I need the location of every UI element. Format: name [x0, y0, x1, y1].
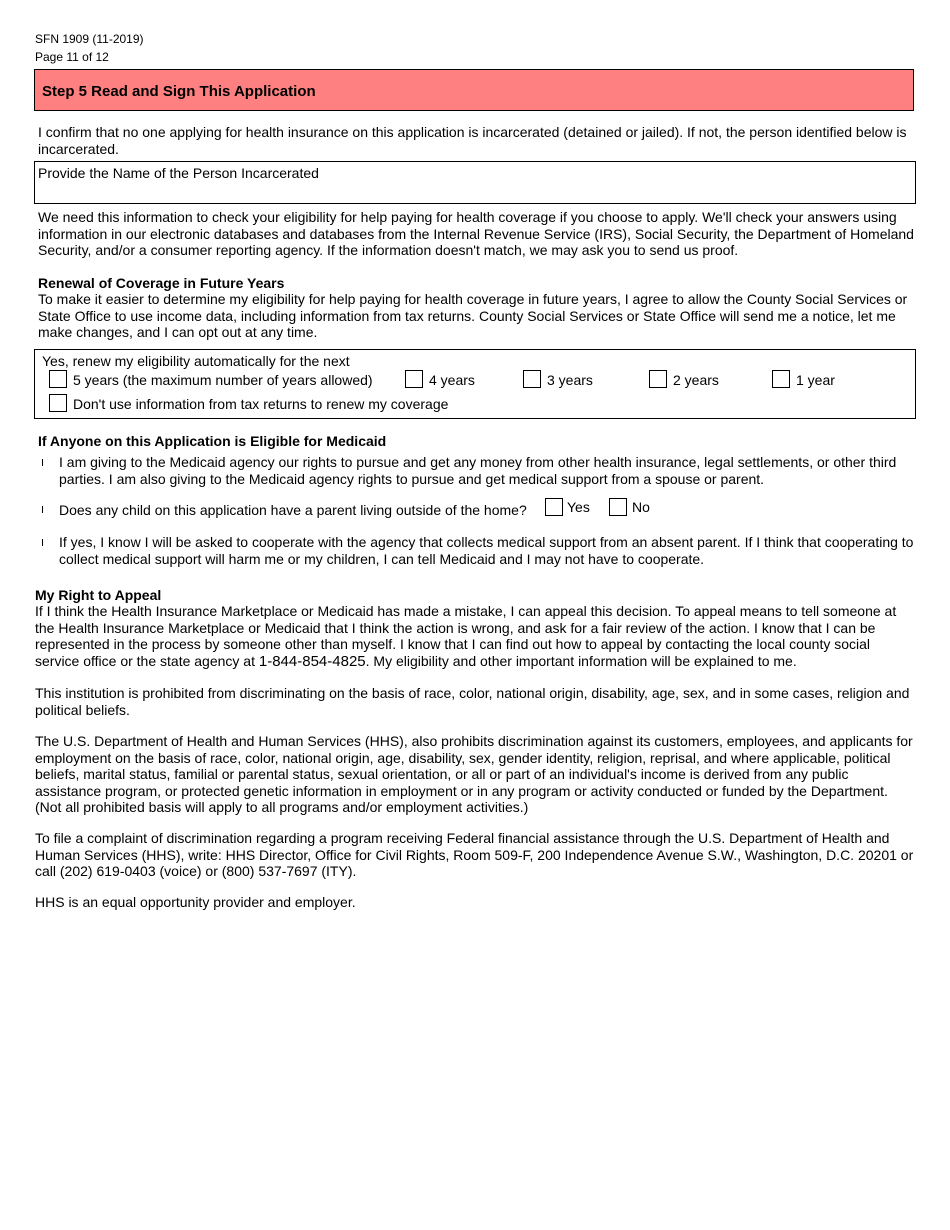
incarcerated-person-field[interactable]	[34, 161, 916, 204]
parent-outside-no-label: No	[632, 499, 650, 515]
renew-3-years-label: 3 years	[547, 372, 593, 388]
renewal-box-label: Yes, renew my eligibility automatically for the next	[42, 353, 350, 369]
appeal-text-after: . My eligibility and other important information will be explained to me.	[365, 652, 797, 669]
renew-2-years-checkbox[interactable]	[649, 370, 667, 388]
renew-5-years-checkbox[interactable]	[49, 370, 67, 388]
renewal-text: To make it easier to determine my eligibility for help paying for health coverage in future years, I agree to allow the County Social Services or State Office to use income data, including information from tax returns. County Social Services or State Office will send me a notice, let me make changes, and I can opt out at any time.	[38, 291, 908, 340]
page-number: Page 11 of 12	[35, 50, 109, 64]
eligibility-check-text: We need this information to check your eligibility for help paying for health coverage if you choose to apply. We'll check your answers using information in our electronic databases and databases from the Internal Revenue Service (IRS), Social Security, the Department of Homeland Security, and/or a consumer reporting agency. If the information doesn't match, we may ask you to send us proof.	[38, 209, 914, 258]
nondiscrimination-paragraph-1: This institution is prohibited from discriminating on the basis of race, color, national origin, disability, age, sex, and in some cases, religion and political beliefs.	[35, 685, 910, 718]
renew-2-years-label: 2 years	[673, 372, 719, 388]
renew-3-years-checkbox[interactable]	[523, 370, 541, 388]
parent-outside-home-question: Does any child on this application have a parent living outside of the home?	[59, 502, 527, 518]
renewal-options-box	[34, 349, 916, 419]
appeal-phone: 1-844-854-4825	[258, 652, 366, 670]
appeal-text	[35, 603, 913, 670]
parent-outside-yes-checkbox[interactable]	[545, 498, 563, 516]
renew-4-years-checkbox[interactable]	[405, 370, 423, 388]
medicaid-rights-item: I am giving to the Medicaid agency our rights to pursue and get any money from other health insurance, legal settlements, or other third parties. I am also giving to the Medicaid agency rights to pursue and get medical support from a spouse or parent.	[59, 454, 897, 487]
appeal-text-before: If I think the Health Insurance Marketplace or Medicaid has made a mistake, I can appeal this decision. To appeal means to tell someone at the Health Insurance Marketplace or Medicaid that I think the action is wrong, and ask for a fair review of the action. I know that I can be represented in the process by someone other than myself. I know that I can find out how to appeal by contacting the local county social service office or the state agency at	[35, 603, 897, 669]
equal-opportunity-statement: HHS is an equal opportunity provider and employer.	[35, 894, 356, 910]
nondiscrimination-paragraph-2: The U.S. Department of Health and Human Services (HHS), also prohibits discrimination against its customers, employees, and applicants for employment on the basis of race, color, national origin, age, disability, sex, gender identity, religion, reprisal, and where applicable, political beliefs, marital status, familial or parental status, sexual orientation, or all or part of an individual's income is derived from any public assistance program, or protected genetic information in employment or in any program or activity conducted or funded by the Department. (Not all prohibited basis will apply to all programs and/or employment activities.)	[35, 733, 913, 815]
renew-1-year-checkbox[interactable]	[772, 370, 790, 388]
step-banner	[34, 69, 914, 111]
renew-1-year-label: 1 year	[796, 372, 835, 388]
bullet-marker	[42, 459, 43, 466]
bullet-marker	[42, 539, 43, 546]
no-renewal-label: Don't use information from tax returns to renew my coverage	[73, 396, 449, 412]
complaint-paragraph: To file a complaint of discrimination regarding a program receiving Federal financial assistance through the U.S. Department of Health and Human Services (HHS), write: HHS Director, Office for Civil Rights, Room 509-F, 200 Independence Avenue S.W., Washington, D.C. 20201 or call (202) 619-0403 (voice) or (800) 537-7697 (ITY).	[35, 830, 914, 879]
no-renewal-checkbox[interactable]	[49, 394, 67, 412]
bullet-marker	[42, 506, 43, 513]
step-title: Step 5 Read and Sign This Application	[42, 83, 316, 100]
incarcerated-person-label: Provide the Name of the Person Incarcerated	[38, 165, 319, 181]
incarceration-statement: I confirm that no one applying for health insurance on this application is incarcerated (detained or jailed). If not, the person identified below is incarcerated.	[38, 124, 907, 157]
parent-outside-no-checkbox[interactable]	[609, 498, 627, 516]
medical-support-cooperation-item: If yes, I know I will be asked to cooperate with the agency that collects medical support from an absent parent. If I think that cooperating to collect medical support will harm me or my children, I can tell Medicaid and I may not have to cooperate.	[59, 534, 914, 567]
renewal-heading: Renewal of Coverage in Future Years	[38, 275, 285, 291]
medicaid-heading: If Anyone on this Application is Eligible for Medicaid	[38, 433, 387, 449]
appeal-heading: My Right to Appeal	[35, 587, 162, 603]
parent-outside-yes-label: Yes	[567, 499, 590, 515]
renew-4-years-label: 4 years	[429, 372, 475, 388]
renew-5-years-label: 5 years (the maximum number of years allowed)	[73, 372, 373, 388]
form-number: SFN 1909 (11-2019)	[35, 32, 144, 46]
